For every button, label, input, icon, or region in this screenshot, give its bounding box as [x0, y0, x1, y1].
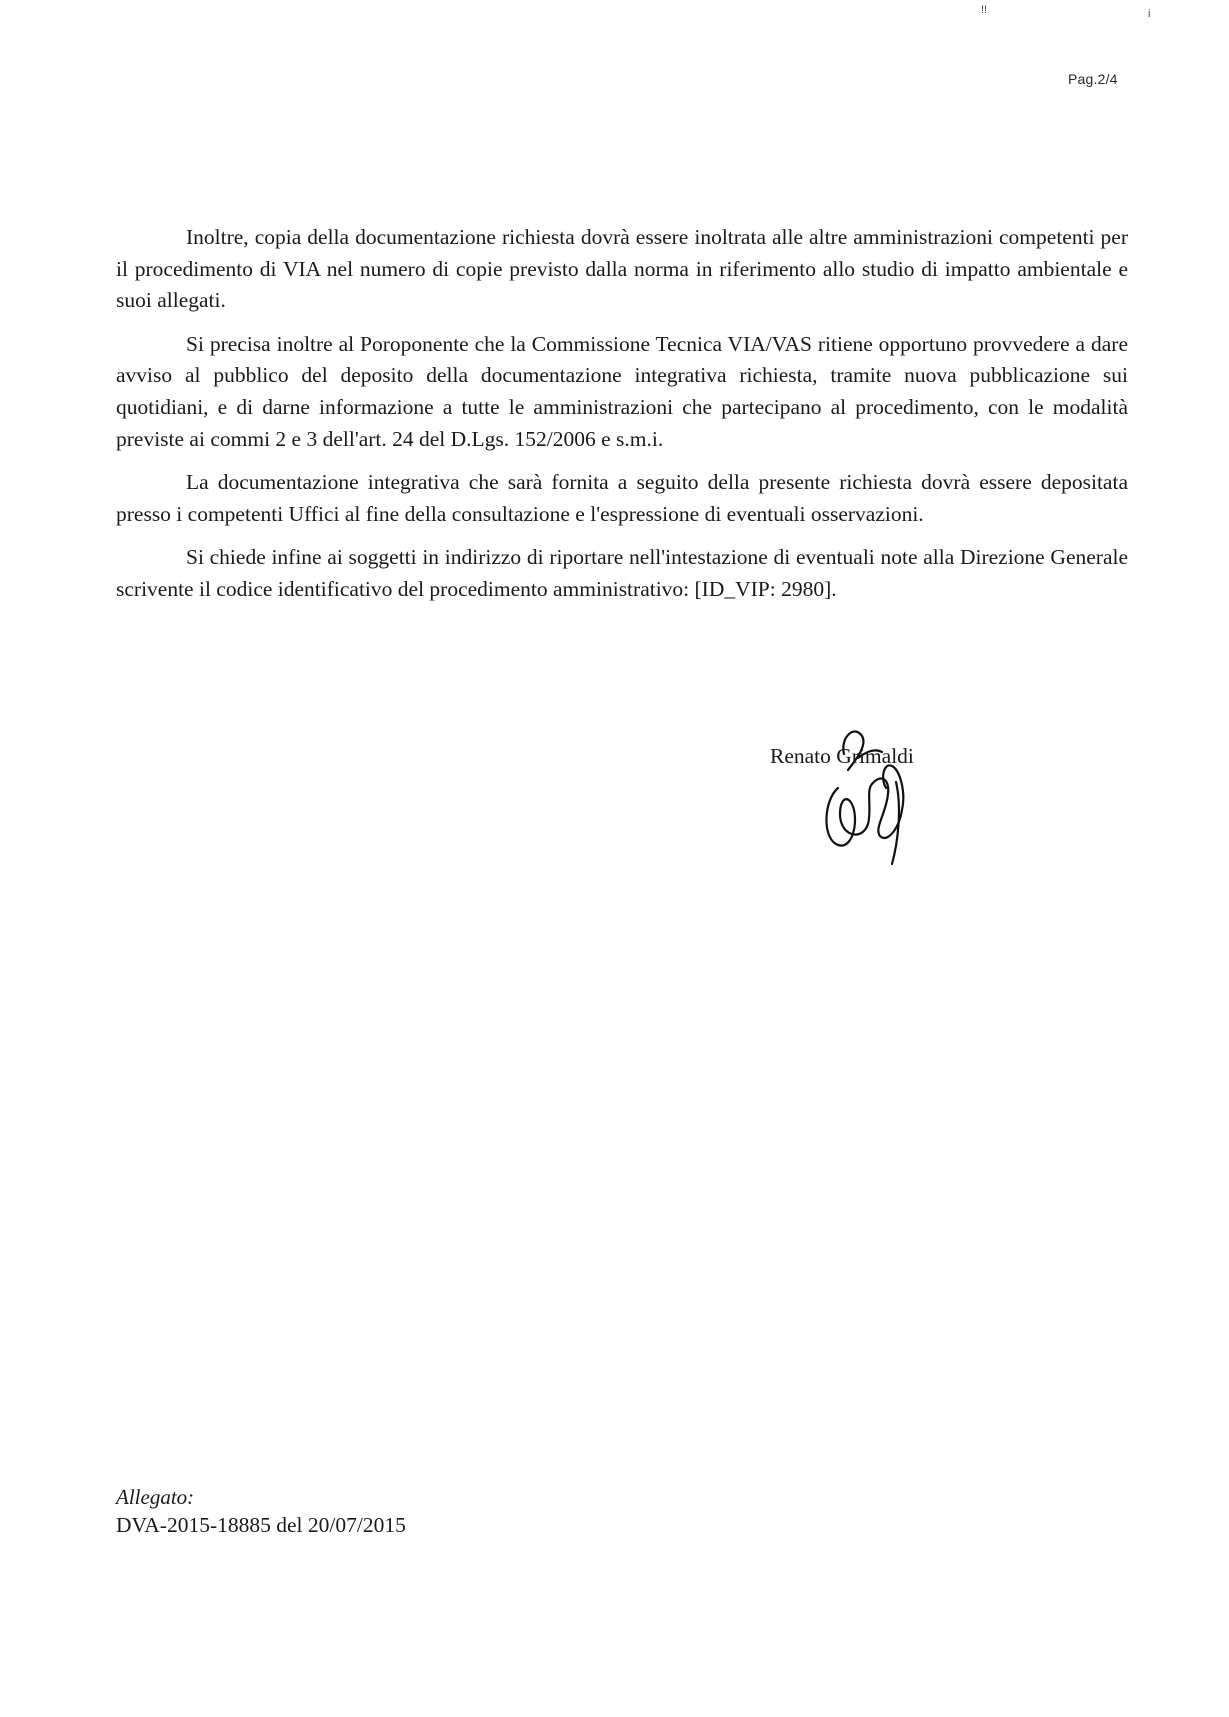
- paragraph-integrative-documentation: La documentazione integrativa che sarà fornita a seguito della presente richiesta dovrà essere depositata presso i competenti Uffici al fine della consultazione e l'espressione di eventuali osservazioni.: [116, 470, 1128, 526]
- handwritten-signature: [810, 718, 930, 868]
- paragraph-public-notice: Si precisa inoltre al Poroponente che la Commissione Tecnica VIA/VAS ritiene opportuno provvedere a dare avviso al pubblico del deposito della documentazione integrativa richiesta, tramite nuova pubblicazione sui quotidiani, e di darne informazione a tutte le amministrazioni che partecipano al procedimento, con le modalità previste ai commi 2 e 3 dell'art. 24 del D.Lgs. 152/2006 e s.m.i.: [116, 331, 1128, 451]
- paragraph-procedure-code: Si chiede infine ai soggetti in indirizzo di riportare nell'intestazione di eventuali note alla Direzione Generale scrivente il codice identificativo del procedimento amministrativo: [ID_VIP: 2980].: [116, 545, 1128, 601]
- signer-name: Renato Grimaldi: [770, 744, 914, 768]
- page-number: Pag.2/4: [1068, 71, 1118, 87]
- scan-artifact-mark: !!: [981, 4, 988, 16]
- paragraph-documentation-copies: Inoltre, copia della documentazione richiesta dovrà essere inoltrata alle altre amministrazioni competenti per il procedimento di VIA nel numero di copie previsto dalla norma in riferimento allo studio di impatto ambientale e suoi allegati.: [116, 225, 1128, 313]
- letter-body: [116, 222, 1128, 618]
- attachment-label: Allegato:: [116, 1485, 195, 1509]
- scan-artifact-mark: i: [1148, 8, 1151, 20]
- attachment-block: [116, 1484, 406, 1540]
- attachment-reference: DVA-2015-18885 del 20/07/2015: [116, 1513, 406, 1537]
- signature-block: [770, 738, 970, 878]
